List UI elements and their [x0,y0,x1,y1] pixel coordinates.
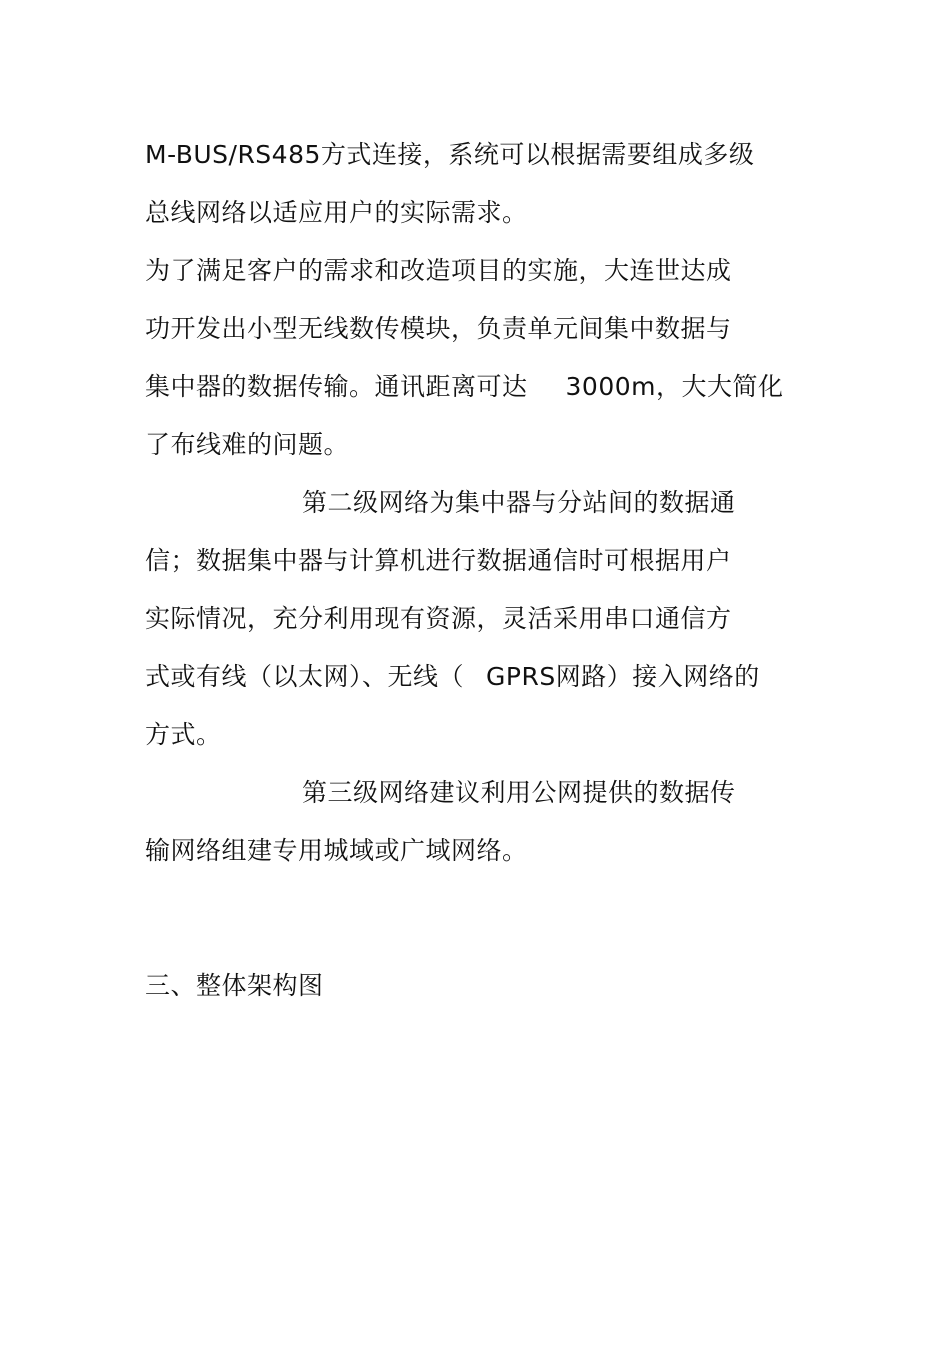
text-span: M-BUS/RS485方式连接，系统可以根据需要组成多级 [145,140,755,169]
text-span: 集中器的数据传输。通讯距离可达 [145,372,528,401]
text-line-12 [302,776,736,810]
text-line-9 [145,602,732,636]
text-line-11 [145,718,222,752]
text-span: 总线网络以适应用户的实际需求。 [145,198,528,227]
text-line-4 [145,312,732,346]
text-span: 方式。 [145,720,222,749]
text-line-2 [145,196,528,230]
text-span: ，大大简化 [656,372,784,401]
text-span: 式或有线（以太网）、无线（ [145,662,465,691]
section-heading [145,969,324,1003]
text-span: 功开发出小型无线数传模块，负责单元间集中数据与 [145,314,732,343]
text-span: 第三级网络建议利用公网提供的数据传 [302,778,736,807]
gprs-term: GPRS [486,662,556,691]
text-line-8 [145,544,732,578]
text-span: 信；数据集中器与计算机进行数据通信时可根据用户 [145,546,732,575]
text-line-13 [145,834,528,868]
text-line-1 [145,138,754,172]
text-line-5 [145,370,784,404]
text-span: 为了满足客户的需求和改造项目的实施，大连世达成 [145,256,732,285]
heading-text: 三、整体架构图 [145,971,324,1000]
text-span: 输网络组建专用城域或广域网络。 [145,836,528,865]
text-span: 实际情况，充分利用现有资源，灵活采用串口通信方 [145,604,732,633]
text-line-10 [145,660,760,694]
text-span: 第二级网络为集中器与分站间的数据通 [302,488,736,517]
text-span: 网路）接入网络的 [555,662,760,691]
distance-value: 3000m [565,372,656,401]
text-span: 了布线难的问题。 [145,430,350,459]
text-line-7 [302,486,736,520]
text-line-3 [145,254,732,288]
text-line-6 [145,428,349,462]
